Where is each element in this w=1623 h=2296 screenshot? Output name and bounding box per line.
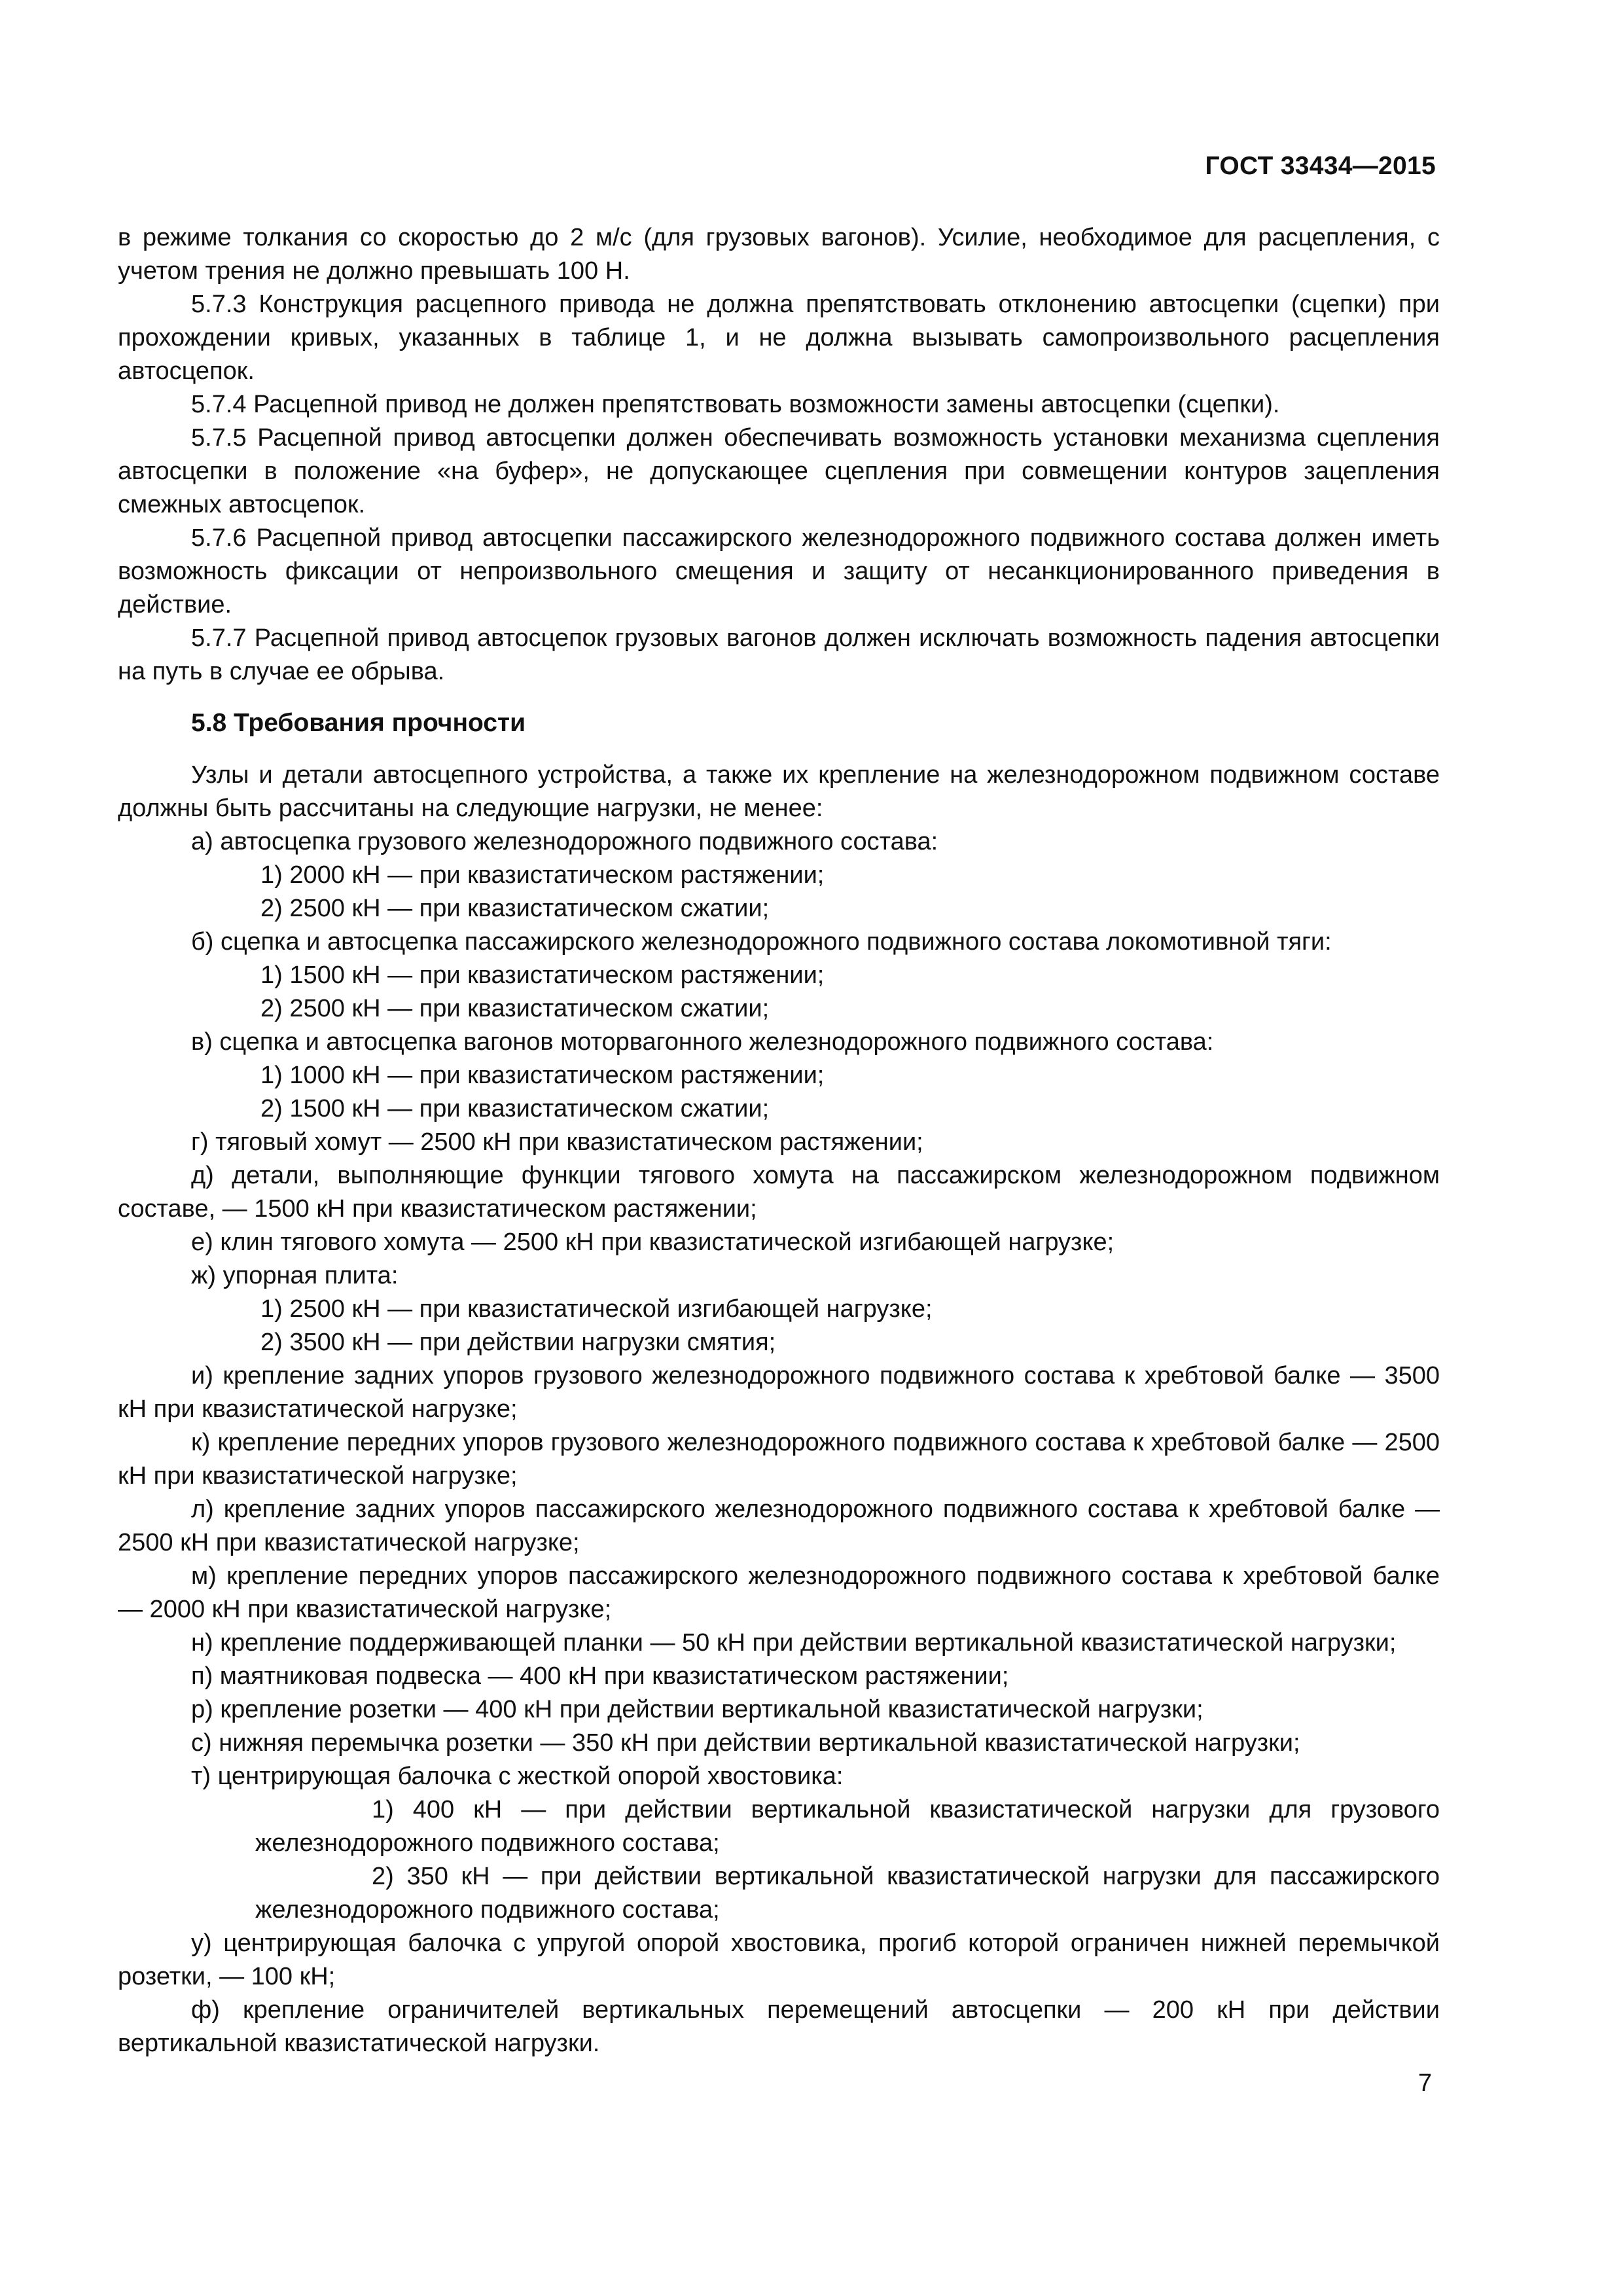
- list-item-s: с) нижняя перемычка розетки — 350 кН при действии вертикальной квазистатической нагрузки;: [191, 1729, 1300, 1757]
- sub-item-t2: 2) 350 кН — при действии вертикальной квазистатической нагрузки для пассажирского железнодорожного подвижного состава;: [255, 1863, 1440, 1924]
- sub-item-t1: 1) 400 кН — при действии вертикальной квазистатической нагрузки для грузового железнодорожного подвижного состава;: [255, 1796, 1440, 1857]
- list-item-b: б) сцепка и автосцепка пассажирского железнодорожного подвижного состава локомотивной тяги:: [191, 928, 1332, 956]
- sub-item-a2: 2) 2500 кН — при квазистатическом сжатии;: [260, 895, 770, 922]
- paragraph-5-7-4: 5.7.4 Расцепной привод не должен препятствовать возможности замены автосцепки (сцепки).: [191, 391, 1280, 418]
- sub-item-zh1: 1) 2500 кН — при квазистатической изгибающей нагрузке;: [260, 1295, 933, 1323]
- section-intro: Узлы и детали автосцепного устройства, а также их крепление на железнодорожном подвижном составе должны быть рассчитаны на следующие нагрузки, не менее:: [118, 761, 1440, 822]
- paragraph-5-7-7: 5.7.7 Расцепной привод автосцепок грузовых вагонов должен исключать возможность падения автосцепки на путь в случае ее обрыва.: [118, 624, 1440, 685]
- list-item-e: е) клин тягового хомута — 2500 кН при квазистатической изгибающей нагрузке;: [191, 1229, 1115, 1256]
- section-heading: 5.8 Требования прочности: [191, 709, 526, 737]
- sub-item-zh2: 2) 3500 кН — при действии нагрузки смятия;: [260, 1329, 776, 1356]
- list-item-l: л) крепление задних упоров пассажирского железнодорожного подвижного состава к хребтовой балке — 2500 кН при квазистатической нагрузке;: [118, 1496, 1440, 1556]
- sub-item-b2: 2) 2500 кН — при квазистатическом сжатии;: [260, 995, 770, 1022]
- list-item-f: ф) крепление ограничителей вертикальных перемещений автосцепки — 200 кН при действии вертикальной квазистатической нагрузки.: [118, 1996, 1440, 2057]
- list-item-u: у) центрирующая балочка с упругой опорой хвостовика, прогиб которой ограничен нижней перемычкой розетки, — 100 кН;: [118, 1929, 1440, 1990]
- standard-code-header: ГОСТ 33434—2015: [1205, 152, 1436, 180]
- list-item-i: и) крепление задних упоров грузового железнодорожного подвижного состава к хребтовой балке — 3500 кН при квазистатической нагрузке;: [118, 1362, 1440, 1423]
- list-item-k: к) крепление передних упоров грузового железнодорожного подвижного состава к хребтовой балке — 2500 кН при квазистатической нагрузке;: [118, 1429, 1440, 1490]
- list-item-m: м) крепление передних упоров пассажирского железнодорожного подвижного состава к хребтовой балке — 2000 кН при квазистатической нагрузке;: [118, 1562, 1440, 1623]
- list-item-zh: ж) упорная плита:: [191, 1262, 399, 1289]
- page-number: 7: [1418, 2070, 1432, 2097]
- list-item-p: п) маятниковая подвеска — 400 кН при квазистатическом растяжении;: [191, 1662, 1009, 1690]
- sub-item-a1: 1) 2000 кН — при квазистатическом растяжении;: [260, 861, 825, 889]
- sub-item-b1: 1) 1500 кН — при квазистатическом растяжении;: [260, 961, 825, 989]
- sub-item-v2: 2) 1500 кН — при квазистатическом сжатии;: [260, 1095, 770, 1122]
- list-item-t: т) центрирующая балочка с жесткой опорой хвостовика:: [191, 1763, 844, 1790]
- paragraph-5-7-5: 5.7.5 Расцепной привод автосцепки должен обеспечивать возможность установки механизма сцепления автосцепки в положение «на буфер», не допускающее сцепления при совмещении контуров зацепления смежных автосцепок.: [118, 424, 1440, 518]
- list-item-a: а) автосцепка грузового железнодорожного подвижного состава:: [191, 828, 938, 855]
- list-item-r: р) крепление розетки — 400 кН при действии вертикальной квазистатической нагрузки;: [191, 1696, 1204, 1723]
- paragraph-5-7-3: 5.7.3 Конструкция расцепного привода не должна препятствовать отклонению автосцепки (сцепки) при прохождении кривых, указанных в таблице 1, и не должна вызывать самопроизвольного расцепления автосцепок.: [118, 291, 1440, 385]
- paragraph-continuation: в режиме толкания со скоростью до 2 м/с (для грузовых вагонов). Усилие, необходимое для расцепления, с учетом трения не должно превышать 100 Н.: [118, 224, 1440, 285]
- list-item-v: в) сцепка и автосцепка вагонов моторвагонного железнодорожного подвижного состава:: [191, 1028, 1214, 1056]
- sub-item-v1: 1) 1000 кН — при квазистатическом растяжении;: [260, 1062, 825, 1089]
- list-item-g: г) тяговый хомут — 2500 кН при квазистатическом растяжении;: [191, 1128, 923, 1156]
- list-item-n: н) крепление поддерживающей планки — 50 кН при действии вертикальной квазистатической нагрузки;: [191, 1629, 1397, 1657]
- document-body: [118, 221, 1440, 2060]
- list-item-d: д) детали, выполняющие функции тягового хомута на пассажирском железнодорожном подвижном составе, — 1500 кН при квазистатическом растяжении;: [118, 1162, 1440, 1223]
- paragraph-5-7-6: 5.7.6 Расцепной привод автосцепки пассажирского железнодорожного подвижного состава должен иметь возможность фиксации от непроизвольного смещения и защиту от несанкционированного приведения в действие.: [118, 524, 1440, 619]
